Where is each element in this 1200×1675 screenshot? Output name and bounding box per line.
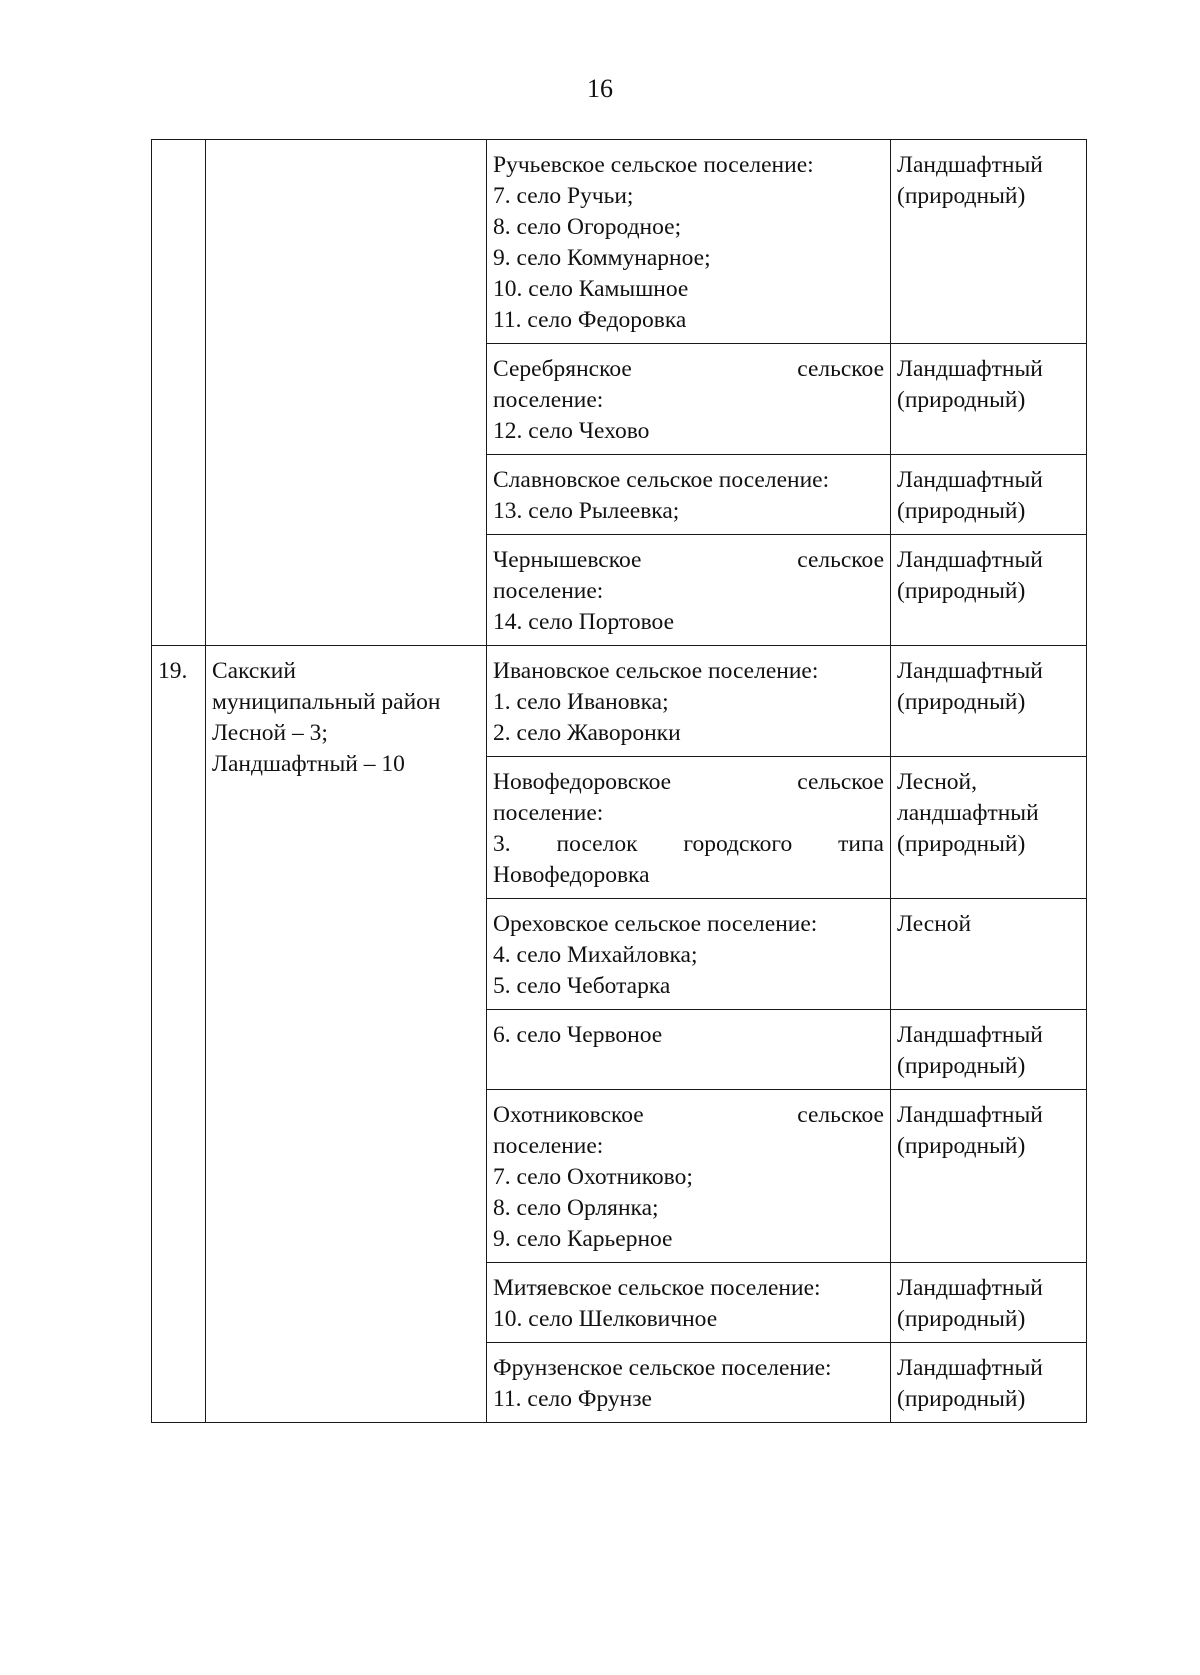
settlement-heading: Новофедоровское сельское — [493, 769, 884, 795]
settlement-item: 12. село Чехово — [493, 418, 650, 444]
type-cell — [891, 344, 1087, 455]
type-line: (природный) — [897, 831, 1026, 857]
settlement-item: поселение: — [493, 800, 604, 826]
settlement-item: 10. село Шелковичное — [493, 1306, 718, 1332]
type-line: Ландшафтный — [897, 1275, 1043, 1301]
settlement-cell — [487, 899, 891, 1010]
type-cell — [891, 140, 1087, 344]
settlement-cell — [487, 140, 891, 344]
type-line: (природный) — [897, 1053, 1026, 1079]
page-number: 16 — [587, 74, 613, 103]
settlement-item: Новофедоровка — [493, 862, 650, 888]
type-line: (природный) — [897, 183, 1026, 209]
settlement-item: 5. село Чеботарка — [493, 973, 671, 999]
type-line: Ландшафтный — [897, 356, 1043, 382]
settlement-item: 11. село Фрунзе — [493, 1386, 652, 1412]
settlement-item: 2. село Жаворонки — [493, 720, 681, 746]
settlement-cell — [487, 535, 891, 646]
settlement-item: 4. село Михайловка; — [493, 942, 698, 968]
settlement-cell — [487, 1090, 891, 1263]
type-cell — [891, 899, 1087, 1010]
table-row — [152, 646, 1087, 757]
settlement-item: поселение: — [493, 1133, 604, 1159]
type-line: Ландшафтный — [897, 467, 1043, 493]
type-line: Ландшафтный — [897, 1022, 1043, 1048]
settlement-item: 14. село Портовое — [493, 609, 675, 635]
settlement-cell — [487, 455, 891, 535]
table-row — [152, 140, 1087, 344]
settlement-item: 7. село Ручьи; — [493, 183, 634, 209]
settlements-table — [151, 139, 1087, 1423]
settlement-heading: Фрунзенское сельское поселение: — [493, 1355, 832, 1381]
row-number-cell — [152, 140, 206, 646]
settlement-item: 7. село Охотниково; — [493, 1164, 693, 1190]
type-cell — [891, 757, 1087, 899]
settlement-heading: Серебрянское сельское — [493, 356, 884, 382]
type-line: Ландшафтный — [897, 547, 1043, 573]
settlement-item: 8. село Орлянка; — [493, 1195, 659, 1221]
district-line: муниципальный район — [212, 689, 441, 715]
settlement-item: 8. село Огородное; — [493, 214, 682, 240]
settlement-item: 9. село Коммунарное; — [493, 245, 711, 271]
district-line: Лесной – 3; — [212, 720, 328, 746]
type-line: (природный) — [897, 387, 1026, 413]
table-body — [152, 140, 1087, 1423]
settlement-heading: Ивановское сельское поселение: — [493, 658, 819, 684]
type-line: Ландшафтный — [897, 1355, 1043, 1381]
type-cell — [891, 1010, 1087, 1090]
settlement-cell — [487, 1263, 891, 1343]
type-line: Ландшафтный — [897, 658, 1043, 684]
settlement-item: 11. село Федоровка — [493, 307, 687, 333]
settlement-item: поселение: — [493, 387, 604, 413]
type-line: (природный) — [897, 578, 1026, 604]
district-line: Ландшафтный – 10 — [212, 751, 405, 777]
district-line: Сакский — [212, 658, 296, 684]
settlement-item: поселение: — [493, 578, 604, 604]
settlement-cell — [487, 344, 891, 455]
type-line: Ландшафтный — [897, 1102, 1043, 1128]
settlement-item: 13. село Рылеевка; — [493, 498, 680, 524]
district-cell — [206, 140, 487, 646]
settlement-heading: Охотниковское сельское — [493, 1102, 884, 1128]
row-number-cell: 19. — [152, 646, 206, 1423]
type-line: (природный) — [897, 1133, 1026, 1159]
type-line: Ландшафтный — [897, 152, 1043, 178]
settlement-item: 9. село Карьерное — [493, 1226, 673, 1252]
settlement-heading: Чернышевское сельское — [493, 547, 884, 573]
settlement-heading: Славновское сельское поселение: — [493, 467, 830, 493]
type-cell — [891, 1343, 1087, 1423]
type-line: (природный) — [897, 1386, 1026, 1412]
settlement-item: 1. село Ивановка; — [493, 689, 669, 715]
type-cell — [891, 1090, 1087, 1263]
settlement-cell — [487, 1343, 891, 1423]
district-cell — [206, 646, 487, 1423]
settlement-heading: 6. село Червоное — [493, 1022, 663, 1048]
type-cell — [891, 1263, 1087, 1343]
type-line: (природный) — [897, 498, 1026, 524]
settlement-cell — [487, 646, 891, 757]
type-line: (природный) — [897, 689, 1026, 715]
type-line: Лесной — [897, 911, 972, 937]
settlement-item: 3. поселок городского типа — [493, 831, 884, 857]
type-line: (природный) — [897, 1306, 1026, 1332]
type-cell — [891, 646, 1087, 757]
type-line: Лесной, — [897, 769, 978, 795]
type-cell — [891, 535, 1087, 646]
settlement-heading: Ручьевское сельское поселение: — [493, 152, 814, 178]
settlement-heading: Митяевское сельское поселение: — [493, 1275, 821, 1301]
settlement-heading: Ореховское сельское поселение: — [493, 911, 818, 937]
type-cell — [891, 455, 1087, 535]
settlement-cell — [487, 757, 891, 899]
settlement-item: 10. село Камышное — [493, 276, 689, 302]
settlement-cell — [487, 1010, 891, 1090]
type-line: ландшафтный — [897, 800, 1039, 826]
